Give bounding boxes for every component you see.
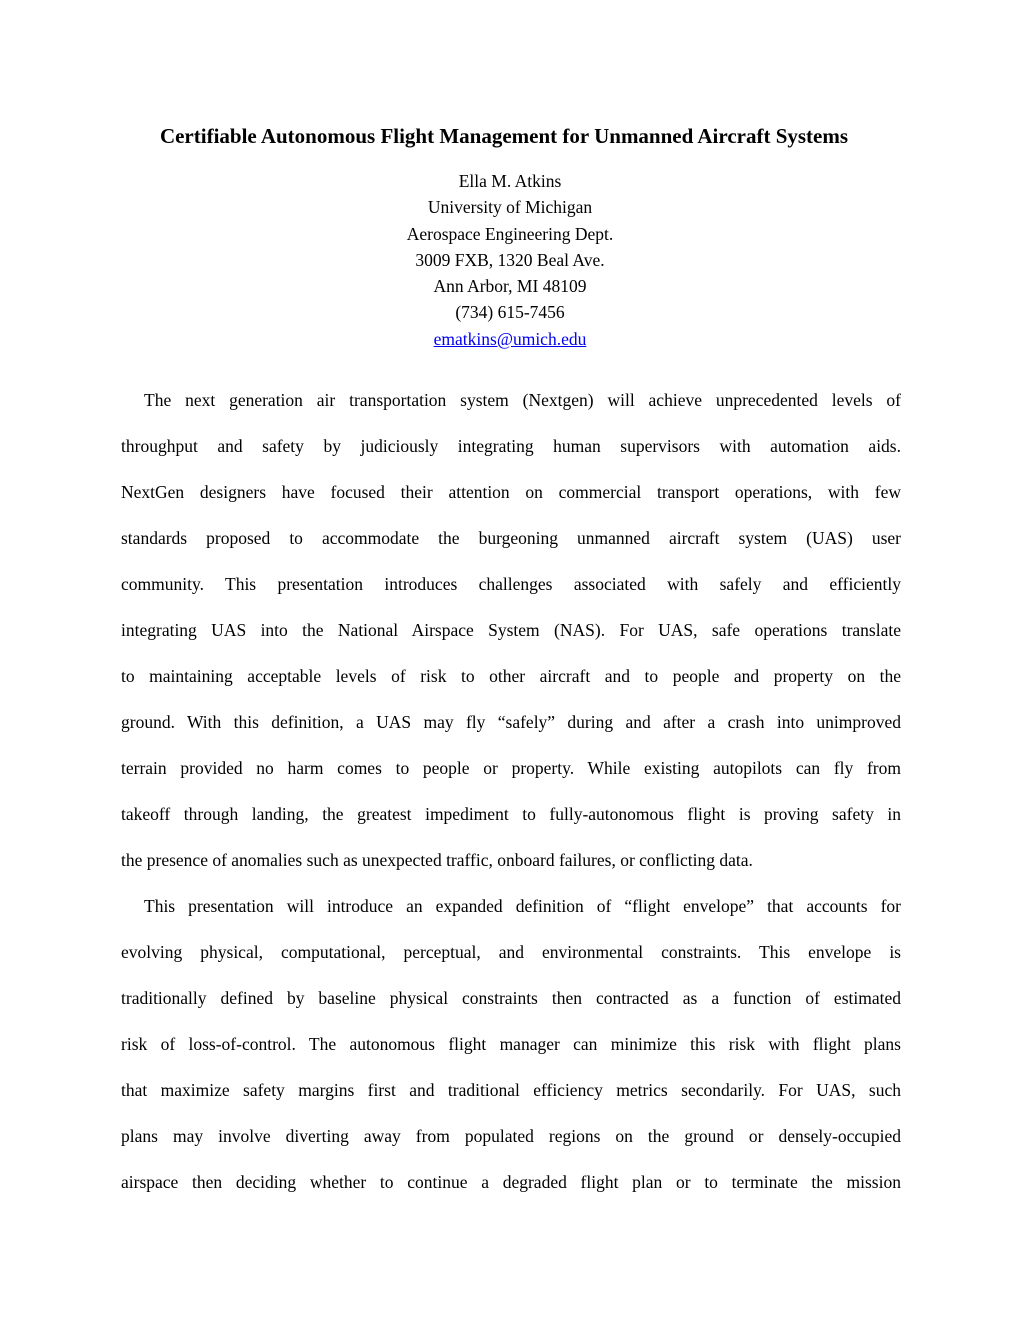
- paragraph-1-line: takeoff through landing, the greatest impediment to fully-autonomous flight is proving safety in: [121, 804, 901, 824]
- paragraph-1-line: to maintaining acceptable levels of risk to other aircraft and to people and property on the: [121, 666, 901, 686]
- author-affiliation: University of Michigan: [427, 197, 593, 218]
- paragraph-2-line: traditionally defined by baseline physical constraints then contracted as a function of estimated: [121, 988, 901, 1008]
- paragraph-1-line: the presence of anomalies such as unexpected traffic, onboard failures, or conflicting data.: [121, 850, 753, 870]
- paragraph-2-line: that maximize safety margins first and traditional efficiency metrics secondarily. For UAS, such: [121, 1080, 901, 1100]
- paragraph-1-line: community. This presentation introduces challenges associated with safely and efficiently: [121, 574, 901, 594]
- paragraph-2-line: airspace then deciding whether to continue a degraded flight plan or to terminate the mission: [121, 1172, 901, 1192]
- author-address-line2: Ann Arbor, MI 48109: [433, 276, 587, 297]
- paragraph-1-line: terrain provided no harm comes to people or property. While existing autopilots can fly from: [121, 758, 901, 778]
- paragraph-1-line: standards proposed to accommodate the burgeoning unmanned aircraft system (UAS) user: [121, 528, 901, 548]
- paragraph-1-line: NextGen designers have focused their attention on commercial transport operations, with few: [121, 482, 901, 502]
- paragraph-1-line: integrating UAS into the National Airspace System (NAS). For UAS, safe operations translate: [121, 620, 901, 640]
- paragraph-2-line: plans may involve diverting away from populated regions on the ground or densely-occupied: [121, 1126, 901, 1146]
- paragraph-1-line: The next generation air transportation system (Nextgen) will achieve unprecedented levels of: [144, 390, 901, 410]
- author-block: [0, 168, 1020, 352]
- author-department: Aerospace Engineering Dept.: [406, 223, 614, 244]
- paragraph-2-line: risk of loss-of-control. The autonomous flight manager can minimize this risk with flight plans: [121, 1034, 901, 1054]
- author-phone: (734) 615-7456: [455, 302, 565, 323]
- paragraph-2-line: This presentation will introduce an expanded definition of “flight envelope” that accounts for: [144, 896, 901, 916]
- paragraph-1-line: throughput and safety by judiciously integrating human supervisors with automation aids.: [121, 436, 901, 456]
- paragraph-1-line: ground. With this definition, a UAS may fly “safely” during and after a crash into unimproved: [121, 712, 901, 732]
- body-text: [121, 377, 901, 1205]
- author-email-link[interactable]: ematkins@umich.edu: [433, 328, 587, 349]
- author-address-line1: 3009 FXB, 1320 Beal Ave.: [415, 249, 605, 270]
- author-name: Ella M. Atkins: [458, 171, 562, 191]
- paragraph-2-line: evolving physical, computational, perceptual, and environmental constraints. This envelope is: [121, 942, 901, 962]
- document-title: Certifiable Autonomous Flight Management for Unmanned Aircraft Systems: [159, 124, 849, 148]
